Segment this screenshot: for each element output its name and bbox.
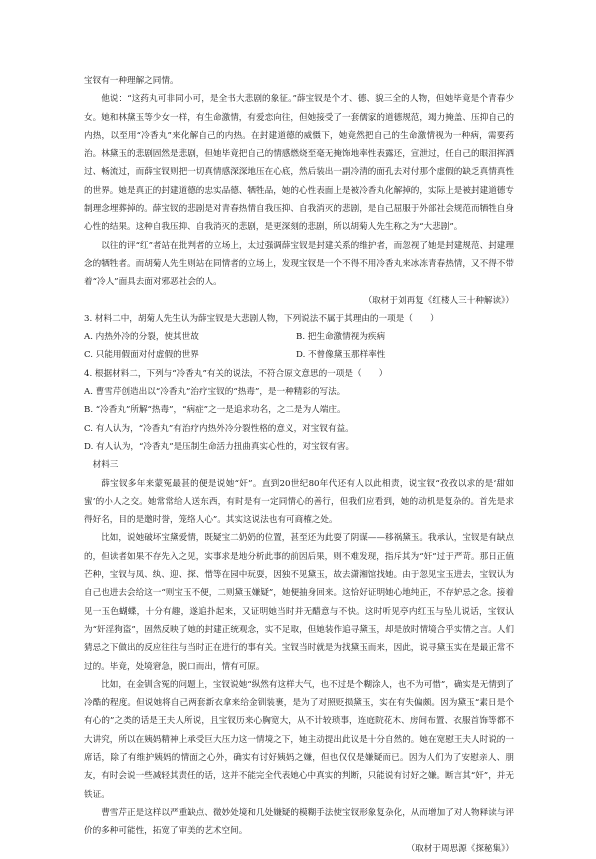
document-page	[84, 72, 514, 859]
material3-label: 材料三	[92, 460, 119, 471]
question-4-stem: 4. 根据材料二，下列与“冷香丸”有关的说法，不符合原文意思的一项是（ ）	[84, 368, 388, 379]
question-3-option-a[interactable]: A. 内热外冷的分裂，使其世故	[84, 332, 199, 343]
material3-paragraph-3: 比如，在金钏含冤的问题上，宝钗说她“纵然有这样大气，也不过是个糊涂人，也不为可惜”，确实是无情到了冷酷的程度。但说她将自己两套新衣拿来给金钏装裹，是为了对照贬损黛玉，实在有失偏颇。因为黛玉“素日是个有心的”之类的话是王夫人所说，且宝钗历来心胸宽大，从不计较琐事，连庭院花木、房间布置、衣服首饰等都不大讲究，所以在姨妈精神上承受巨大压力这一情境之下，她主动提出此议是十分自然的。她在宽慰王夫人时说的一席话，除了有维护姨妈的情面之心外，确实有讨好姨妈之嫌，但也仅仅是嫌疑而已。因为人们为了安慰亲人、朋友，有时会说一些减轻其责任的话，这并不能完全代表她心中真实的判断，只能说有讨好之嫌。断言其“奸”，并无铁证。	[84, 679, 514, 800]
question-3-stem: 3. 材料二中，胡菊人先生认为薛宝钗是大悲剧人物，下列说法不属于其理由的一项是（ ）	[84, 313, 439, 324]
question-3-options	[84, 328, 514, 365]
material2-source: （取材于刘再复《红楼人三十种解读》）	[363, 295, 514, 306]
material3-paragraph-4: 曹雪芹正是这样以严重缺点、微妙处境和几处嫌疑的模糊手法使宝钗形象复杂化，从而增加了对人物释读与评价的多种可能性，拓宽了审美的艺术空间。	[84, 807, 514, 837]
question-3-option-b[interactable]: B. 把生命激情视为疾病	[296, 332, 386, 343]
material3-source: （取材于周思源《探秘集》）	[406, 844, 514, 855]
question-4-option-c[interactable]: C. 有人认为，“冷香丸”有治疗内热外冷分裂性格的意义，对宝钗有益。	[84, 423, 354, 434]
question-4-option-a[interactable]: A. 曹雪芹创造出以“冷香丸”治疗宝钗的“热毒”，是一种精彩的写法。	[84, 387, 346, 398]
material2-paragraph-2: 以往的评“红”者站在批判者的立场上，太过强调薛宝钗是封建关系的维护者，而忽视了她是封建规范、封建理念的牺牲者。而胡菊人先生则站在同情者的立场上，发现宝钗是一个不得不用冷香丸来冰冻青春热情，又不得不带着“冷人”面具去面对邪恶社会的人。	[84, 240, 514, 288]
question-4-option-d[interactable]: D. 有人认为，“冷香丸”是压制生命活力扭曲真实心性的，对宝钗有害。	[84, 441, 355, 452]
question-3-option-d[interactable]: D. 不曾像黛玉那样率性	[296, 350, 386, 361]
material3-paragraph-1: 薛宝钗多年来蒙冤最甚的便是说她“奸”。直到20世纪80年代还有人以此相责，说宝钗“孜孜以求的是‘甜如蜜’的小人之交。她常常给人送东西，有时是有一定同情心的善行，但我们应看到，她的动机是复杂的。首先是求得好名，目的是邀时誉，笼络人心”。其实这说法也有可商榷之处。	[84, 478, 514, 526]
material2-opening: 宝钗有一种理解之同情。	[84, 76, 179, 86]
material3-paragraph-2: 比如，说她破坏宝黛爱情，既疑宝二奶奶的位置，甚至还为此耍了阴谋——移祸黛玉。我承认，宝钗是有缺点的，但读者如果不存先入之见，实事求是地分析此事的前因后果，则不难发现，指斥其为“奸”过于严苛。那日正值芒种，宝钗与凤、纨、迎、探、惜等在园中玩耍，因独不见黛玉，故去潇湘馆找她。由于忽见宝玉进去，宝钗认为自己也进去会给这一“则宝玉不便，二则黛玉嫌疑”，她便抽身回来。这恰好证明她心地纯正，不存妒忌之念。接着见一玉色蝴蝶，十分有趣，遂追扑起来，又证明她当时并无醋意与不快。这时听见亭内红玉与坠儿说话，宝钗认为“奸淫狗盗”，固然反映了她的封建正统观念，实不足取，但她装作追寻黛玉，却是放时情境合乎实情之言。人们猜忌之下做出的反应往往与当时正在进行的事有关。宝钗当时就是为找黛玉而来，因此，说寻黛玉实在是最正常不过的。毕竟，处境窘急，脱口而出，情有可原。	[84, 533, 514, 672]
material2-paragraph-1: 他说：“这药丸可非同小可，是全书大悲剧的象征。”薛宝钗是个才、德、貌三全的人物，但她毕竟是个青春少女。她和林黛玉等少女一样，有生命激情，有爱恋向往，但她接受了一套儒家的道德规范，竭力掩盖、压抑自己的内热，以至用“冷香丸”来化解自己的内热。在封建道德的威慑下，她竟然把自己的生命激情视为一种病，需要药治。林黛玉的悲剧固然是悲剧，但她毕竟把自己的情感燃烧至毫无掩饰地率性表露还，宣泄过，任自己的眼泪挥洒过、畅流过，而薛宝钗则把一切真情感深深地压在心底，然后装出一副冷清的面孔去对付那个虚假的缺乏真情真性的世界。她是真正的封建道德的忠实品德、牺牲品，她的心性表面上是被冷香丸化解掉的，实际上是被封建道德专制理念埋葬掉的。薛宝钗的悲剧是对青春热情自我压抑、自我消灭的悲剧，是自己屈服于外部社会规范而牺牲自身心性的结果。这种自我压抑、自我消灭的悲剧，是更深刻的悲剧，所以胡菊人先生称之为“大悲剧”。	[84, 94, 514, 233]
question-4-option-b[interactable]: B. “冷香丸”所解“热毒”，“病症”之一是追求功名，之二是为人端庄。	[84, 405, 346, 416]
question-3-option-c[interactable]: C. 只能用假面对付虚假的世界	[84, 350, 199, 361]
